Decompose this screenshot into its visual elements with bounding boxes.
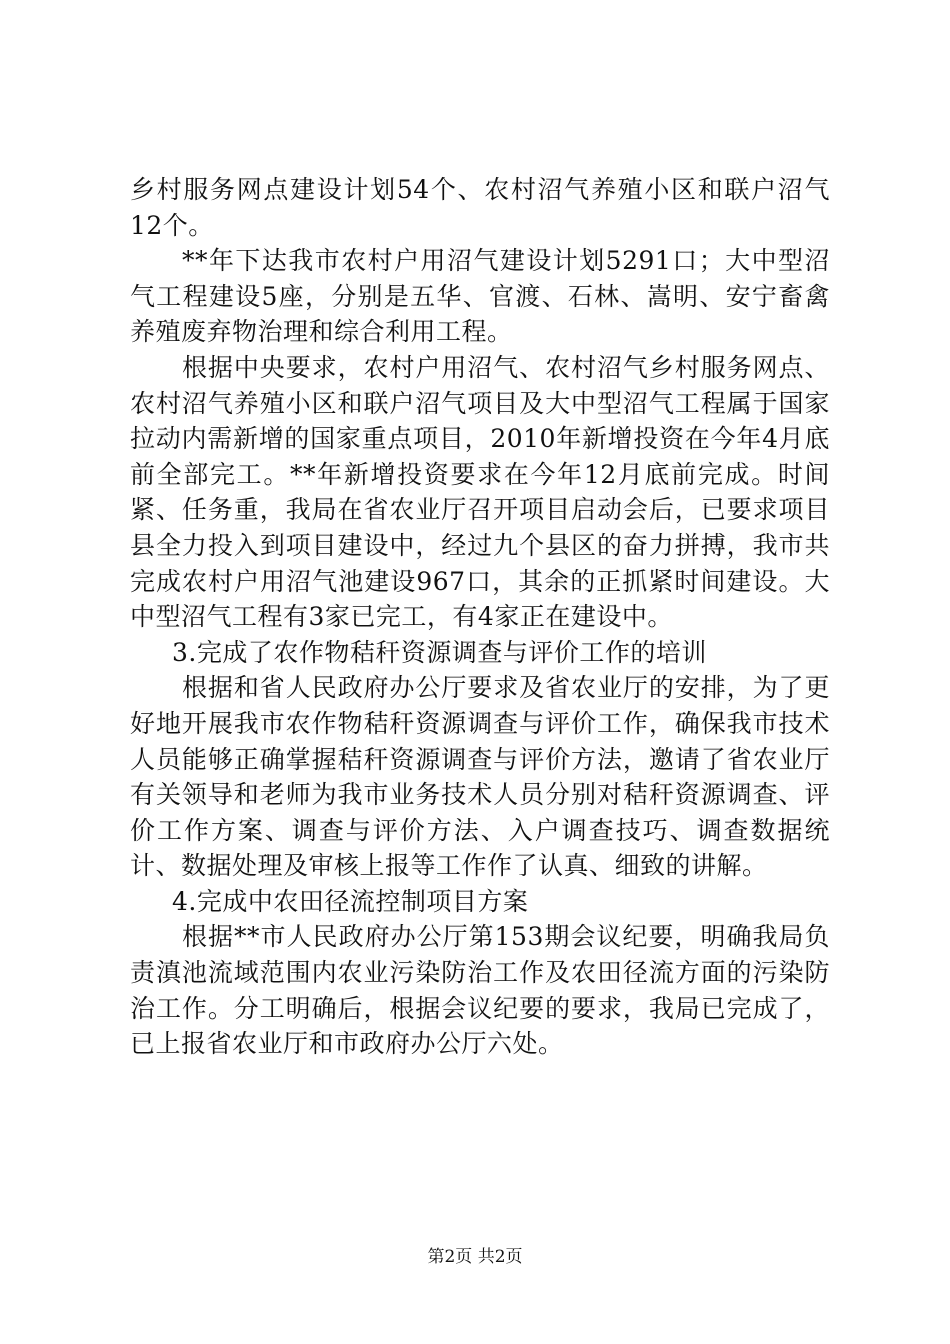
paragraph-biogas-plan: **年下达我市农村户用沼气建设计划5291口；大中型沼气工程建设5座，分别是五华、官渡、石林、嵩明、安宁畜禽养殖废弃物治理和综合利用工程。 bbox=[130, 246, 830, 347]
paragraph-straw-survey: 根据和省人民政府办公厅要求及省农业厅的安排，为了更好地开展我市农作物秸秆资源调查与评价工作，确保我市技术人员能够正确掌握秸秆资源调查与评价方法，邀请了省农业厅有关领导和老师为我市业务技术人员分别对秸秆资源调查、评价工作方案、调查与评价方法、入户调查技巧、调查数据统计、数据处理及审核上报等工作作了认真、细致的讲解。 bbox=[130, 673, 830, 881]
paragraph-central-requirements: 根据中央要求，农村户用沼气、农村沼气乡村服务网点、农村沼气养殖小区和联户沼气项目及大中型沼气工程属于国家拉动内需新增的国家重点项目，2010年新增投资在今年4月底前全部完工。**年新增投资要求在今年12月底前完成。时间紧、任务重，我局在省农业厅召开项目启动会后，已要求项目县全力投入到项目建设中，经过九个县区的奋力拼搏，我市共完成农村户用沼气池建设967口，其余的正抓紧时间建设。大中型沼气工程有3家已完工，有4家正在建设中。 bbox=[130, 352, 830, 632]
paragraph-continued: 乡村服务网点建设计划54个、农村沼气养殖小区和联户沼气12个。 bbox=[130, 175, 830, 240]
document-body bbox=[130, 172, 830, 1062]
section-heading-3: 3.完成了农作物秸秆资源调查与评价工作的培训 bbox=[172, 637, 707, 667]
paragraph-runoff-control: 根据**市人民政府办公厅第153期会议纪要，明确我局负责滇池流域范围内农业污染防治工作及农田径流方面的污染防治工作。分工明确后，根据会议纪要的要求，我局已完成了，已上报省农业厅和市政府办公厅六处。 bbox=[130, 922, 830, 1059]
section-heading-4: 4.完成中农田径流控制项目方案 bbox=[172, 886, 529, 916]
page-footer: 第2页 共2页 bbox=[427, 1247, 523, 1267]
